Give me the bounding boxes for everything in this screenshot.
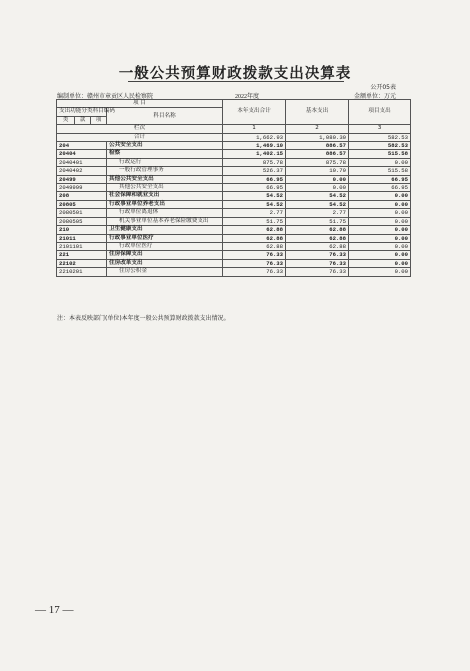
row-basic: 62.88: [286, 226, 349, 234]
header-project: 项 目: [57, 100, 223, 108]
row-project: 515.58: [349, 150, 411, 158]
row-code: 2101101: [57, 242, 107, 250]
row-total: 66.95: [223, 175, 286, 183]
table-row: [57, 175, 411, 183]
row-name: 住房改革支出: [107, 259, 223, 267]
totals-row: [57, 133, 411, 141]
row-project: 0.00: [349, 268, 411, 276]
table-row: [57, 251, 411, 259]
table-row: [57, 158, 411, 166]
row-basic: 2.77: [286, 209, 349, 217]
row-name: 行政运行: [107, 158, 223, 166]
table-row: [57, 209, 411, 217]
table-row: [57, 226, 411, 234]
totals-total: 1,662.93: [223, 133, 286, 141]
row-basic: 0.00: [286, 175, 349, 183]
row-code: 2210201: [57, 268, 107, 276]
row-total: 54.52: [223, 192, 286, 200]
row-code: 2040402: [57, 167, 107, 175]
fiscal-year: 2022年度: [235, 94, 260, 100]
row-code: 2040401: [57, 158, 107, 166]
header-col-num-3: 3: [349, 125, 411, 133]
row-basic: 886.57: [286, 142, 349, 150]
amount-unit: 金额单位：万元: [353, 93, 396, 100]
row-total: 76.33: [223, 251, 286, 259]
header-kuan: 款: [75, 116, 91, 124]
organization-label: 编制单位：赣州市章贡区人民检察院: [57, 93, 154, 100]
row-project: 0.00: [349, 234, 411, 242]
row-basic: 886.57: [286, 150, 349, 158]
row-total: 526.37: [223, 167, 286, 175]
row-basic: 54.52: [286, 192, 349, 200]
table-row: [57, 200, 411, 208]
header-lei: 类: [57, 116, 75, 124]
row-total: 51.75: [223, 217, 286, 225]
header-row-lanci: [57, 125, 411, 133]
table-row: [57, 192, 411, 200]
row-total: 1,469.10: [223, 142, 286, 150]
title-underline: [128, 81, 344, 82]
row-basic: 76.33: [286, 268, 349, 276]
row-code: 221: [57, 251, 107, 259]
row-total: 62.88: [223, 234, 286, 242]
row-name: 一般行政管理事务: [107, 167, 223, 175]
row-name: 机关事业单位基本养老保险缴费支出: [107, 217, 223, 225]
table-row: [57, 259, 411, 267]
row-name: 卫生健康支出: [107, 226, 223, 234]
header-row-project: [57, 100, 411, 108]
row-basic: 54.52: [286, 200, 349, 208]
row-name: 行政单位医疗: [107, 242, 223, 250]
row-total: 76.33: [223, 259, 286, 267]
row-name: 公共安全支出: [107, 142, 223, 150]
header-col-num-1: 1: [223, 125, 286, 133]
row-total: 76.33: [223, 268, 286, 276]
row-project: 0.00: [349, 217, 411, 225]
header-col-num-2: 2: [286, 125, 349, 133]
row-basic: 76.33: [286, 251, 349, 259]
form-code: 公开05表: [370, 84, 396, 91]
row-basic: 62.88: [286, 242, 349, 250]
row-basic: 51.75: [286, 217, 349, 225]
totals-label: 合计: [57, 133, 223, 141]
table-row: [57, 142, 411, 150]
header-func-code: 支出功能分类科目编码: [57, 108, 107, 116]
row-name: 行政事业单位医疗: [107, 234, 223, 242]
header-xiang: 项: [91, 116, 107, 124]
row-total: 2.77: [223, 209, 286, 217]
budget-table: [56, 99, 411, 277]
row-code: 20404: [57, 150, 107, 158]
row-code: 2080505: [57, 217, 107, 225]
row-code: 210: [57, 226, 107, 234]
row-project: 0.00: [349, 209, 411, 217]
row-name: 检察: [107, 150, 223, 158]
row-project: 0.00: [349, 251, 411, 259]
header-col-basic: 基本支出: [286, 100, 349, 125]
row-code: 20499: [57, 175, 107, 183]
row-name: 住房公积金: [107, 268, 223, 276]
header-subject-name: 科目名称: [107, 108, 223, 125]
row-project: 0.00: [349, 158, 411, 166]
row-code: 20805: [57, 200, 107, 208]
totals-basic: 1,080.30: [286, 133, 349, 141]
table-row: [57, 184, 411, 192]
row-total: 66.95: [223, 184, 286, 192]
table-row: [57, 150, 411, 158]
row-name: 行政单位离退休: [107, 209, 223, 217]
table-row: [57, 217, 411, 225]
row-code: 2049999: [57, 184, 107, 192]
row-name: 行政事业单位养老支出: [107, 200, 223, 208]
page-title: 一般公共预算财政拨款支出决算表: [118, 66, 352, 82]
row-name: 住房保障支出: [107, 251, 223, 259]
header-col-project: 项目支出: [349, 100, 411, 125]
row-project: 66.95: [349, 184, 411, 192]
row-project: 0.00: [349, 192, 411, 200]
row-basic: 0.00: [286, 184, 349, 192]
row-total: 1,402.15: [223, 150, 286, 158]
table-row: [57, 242, 411, 250]
row-basic: 76.33: [286, 259, 349, 267]
row-project: 0.00: [349, 242, 411, 250]
row-project: 515.58: [349, 167, 411, 175]
row-project: 582.53: [349, 142, 411, 150]
row-project: 0.00: [349, 226, 411, 234]
row-name: 其他公共安全支出: [107, 184, 223, 192]
row-code: 21011: [57, 234, 107, 242]
row-name: 其他公共安全支出: [107, 175, 223, 183]
row-basic: 875.78: [286, 158, 349, 166]
row-total: 54.52: [223, 200, 286, 208]
row-total: 62.88: [223, 242, 286, 250]
totals-project: 582.53: [349, 133, 411, 141]
table-row: [57, 234, 411, 242]
row-total: 875.78: [223, 158, 286, 166]
row-project: 0.00: [349, 200, 411, 208]
page-number: — 17 —: [35, 604, 74, 616]
row-basic: 10.79: [286, 167, 349, 175]
row-code: 22102: [57, 259, 107, 267]
header-col-total: 本年支出合计: [223, 100, 286, 125]
table-row: [57, 268, 411, 276]
row-code: 204: [57, 142, 107, 150]
row-code: 208: [57, 192, 107, 200]
table-row: [57, 167, 411, 175]
header-lanci: 栏次: [57, 125, 223, 133]
row-name: 社会保障和就业支出: [107, 192, 223, 200]
footnote: 注：本表反映部门(单位)本年度一般公共预算财政拨款支出情况。: [57, 315, 230, 322]
row-total: 62.88: [223, 226, 286, 234]
row-project: 66.95: [349, 175, 411, 183]
row-project: 0.00: [349, 259, 411, 267]
row-code: 2080501: [57, 209, 107, 217]
row-basic: 62.88: [286, 234, 349, 242]
